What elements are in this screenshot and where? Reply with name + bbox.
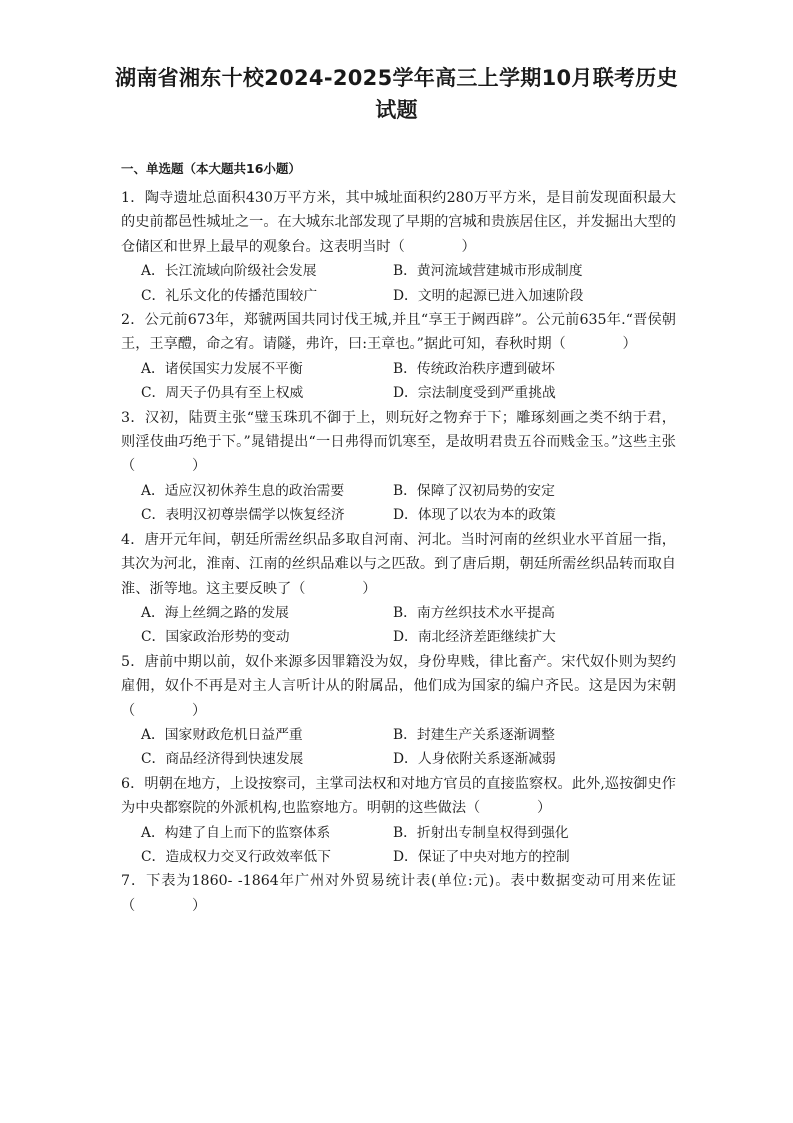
option-b: B．保障了汉初局势的安定 xyxy=(393,482,555,499)
question-6 xyxy=(121,772,676,870)
question-2 xyxy=(121,308,676,406)
option-b: B．折射出专制皇权得到强化 xyxy=(393,824,569,841)
title-line-2: 试题 xyxy=(375,98,418,122)
title-line-1: 湖南省湘东十校2024-2025学年高三上学期10月联考历史 xyxy=(115,66,678,90)
option-c: C．商品经济得到快速发展 xyxy=(141,751,304,768)
question-stem: 1．陶寺遗址总面积430万平方米，其中城址面积约280万平方米，是目前发现面积最大的史前都邑性城址之一。在大城东北部发现了早期的宫城和贵族居住区，并发掘出大型的仓储区和世界上最早的观象台。这表明当时（ ） xyxy=(121,190,676,255)
question-options xyxy=(121,821,676,870)
option-a: A．海上丝绸之路的发展 xyxy=(141,604,289,621)
option-d: D．体现了以农为本的政策 xyxy=(393,507,556,524)
option-c: C．表明汉初尊崇儒学以恢复经济 xyxy=(141,507,345,524)
option-c: C．造成权力交叉行政效率低下 xyxy=(141,848,331,865)
question-list xyxy=(121,186,676,918)
option-a: A．长江流域向阶级社会发展 xyxy=(141,263,317,280)
option-d: D．保证了中央对地方的控制 xyxy=(393,848,570,865)
question-5 xyxy=(121,650,676,772)
option-b: B．黄河流域营建城市形成制度 xyxy=(393,263,583,280)
option-d: D．人身依附关系逐渐减弱 xyxy=(393,751,556,768)
question-stem: 6．明朝在地方，上设按察司，主掌司法权和对地方官员的直接监察权。此外,巡按御史作为中央都察院的外派机构,也监察地方。明朝的这些做法（ ） xyxy=(121,775,676,817)
option-c: C．国家政治形势的变动 xyxy=(141,629,290,646)
question-stem: 5．唐前中期以前，奴仆来源多因罪籍没为奴，身份卑贱，律比畜产。宋代奴仆则为契约雇佣，奴仆不再是对主人言听计从的附属品，他们成为国家的编户齐民。这是因为宋朝（ ） xyxy=(121,653,676,719)
option-a: A．国家财政危机日益严重 xyxy=(141,726,303,743)
option-d: D．南北经济差距继续扩大 xyxy=(393,629,556,646)
page-title xyxy=(100,62,693,126)
option-b: B．封建生产关系逐渐调整 xyxy=(393,726,555,743)
option-b: B．南方丝织技术水平提高 xyxy=(393,604,555,621)
question-stem: 7．下表为1860- -1864年广州对外贸易统计表(单位:元)。表中数据变动可用来佐证（ ） xyxy=(121,873,676,914)
question-options xyxy=(121,357,676,406)
option-a: A．诸侯国实力发展不平衡 xyxy=(141,360,303,377)
option-c: C．礼乐文化的传播范围较广 xyxy=(141,287,318,304)
question-7 xyxy=(121,869,676,918)
option-d: D．宗法制度受到严重挑战 xyxy=(393,385,556,402)
question-stem: 4．唐开元年间，朝廷所需丝织品多取自河南、河北。当时河南的丝织业水平首屈一指，其次为河北，淮南、江南的丝织品难以与之匹敌。到了唐后期，朝廷所需丝织品转而取自淮、浙等地。这主要反映了（ ） xyxy=(121,531,676,597)
question-stem: 2．公元前673年，郑虢两国共同讨伐王城,并且“享王于阙西辟”。公元前635年.“晋侯朝王，王享醴，命之宥。请隧，弗许，曰:王章也。”据此可知，春秋时期（ ） xyxy=(121,312,676,353)
question-3 xyxy=(121,406,676,528)
option-c: C．周天子仍具有至上权威 xyxy=(141,385,304,402)
question-options xyxy=(121,601,676,650)
question-4 xyxy=(121,528,676,650)
section-heading: 一、单选题（本大题共16小题） xyxy=(121,161,301,176)
question-options xyxy=(121,259,676,308)
option-a: A．适应汉初休养生息的政治需要 xyxy=(141,482,345,499)
option-d: D．文明的起源已进入加速阶段 xyxy=(393,287,584,304)
question-1 xyxy=(121,186,676,308)
question-stem: 3．汉初，陆贾主张“璧玉珠玑不御于上，则玩好之物弃于下；雕琢刻画之类不纳于君，则淫伎曲巧绝于下。”晁错提出“一日弗得而饥寒至，是故明君贵五谷而贱金玉。”这些主张（ ） xyxy=(121,409,676,475)
question-options xyxy=(121,479,676,528)
option-b: B．传统政治秩序遭到破坏 xyxy=(393,360,555,377)
option-a: A．构建了自上而下的监察体系 xyxy=(141,824,331,841)
question-options xyxy=(121,723,676,772)
